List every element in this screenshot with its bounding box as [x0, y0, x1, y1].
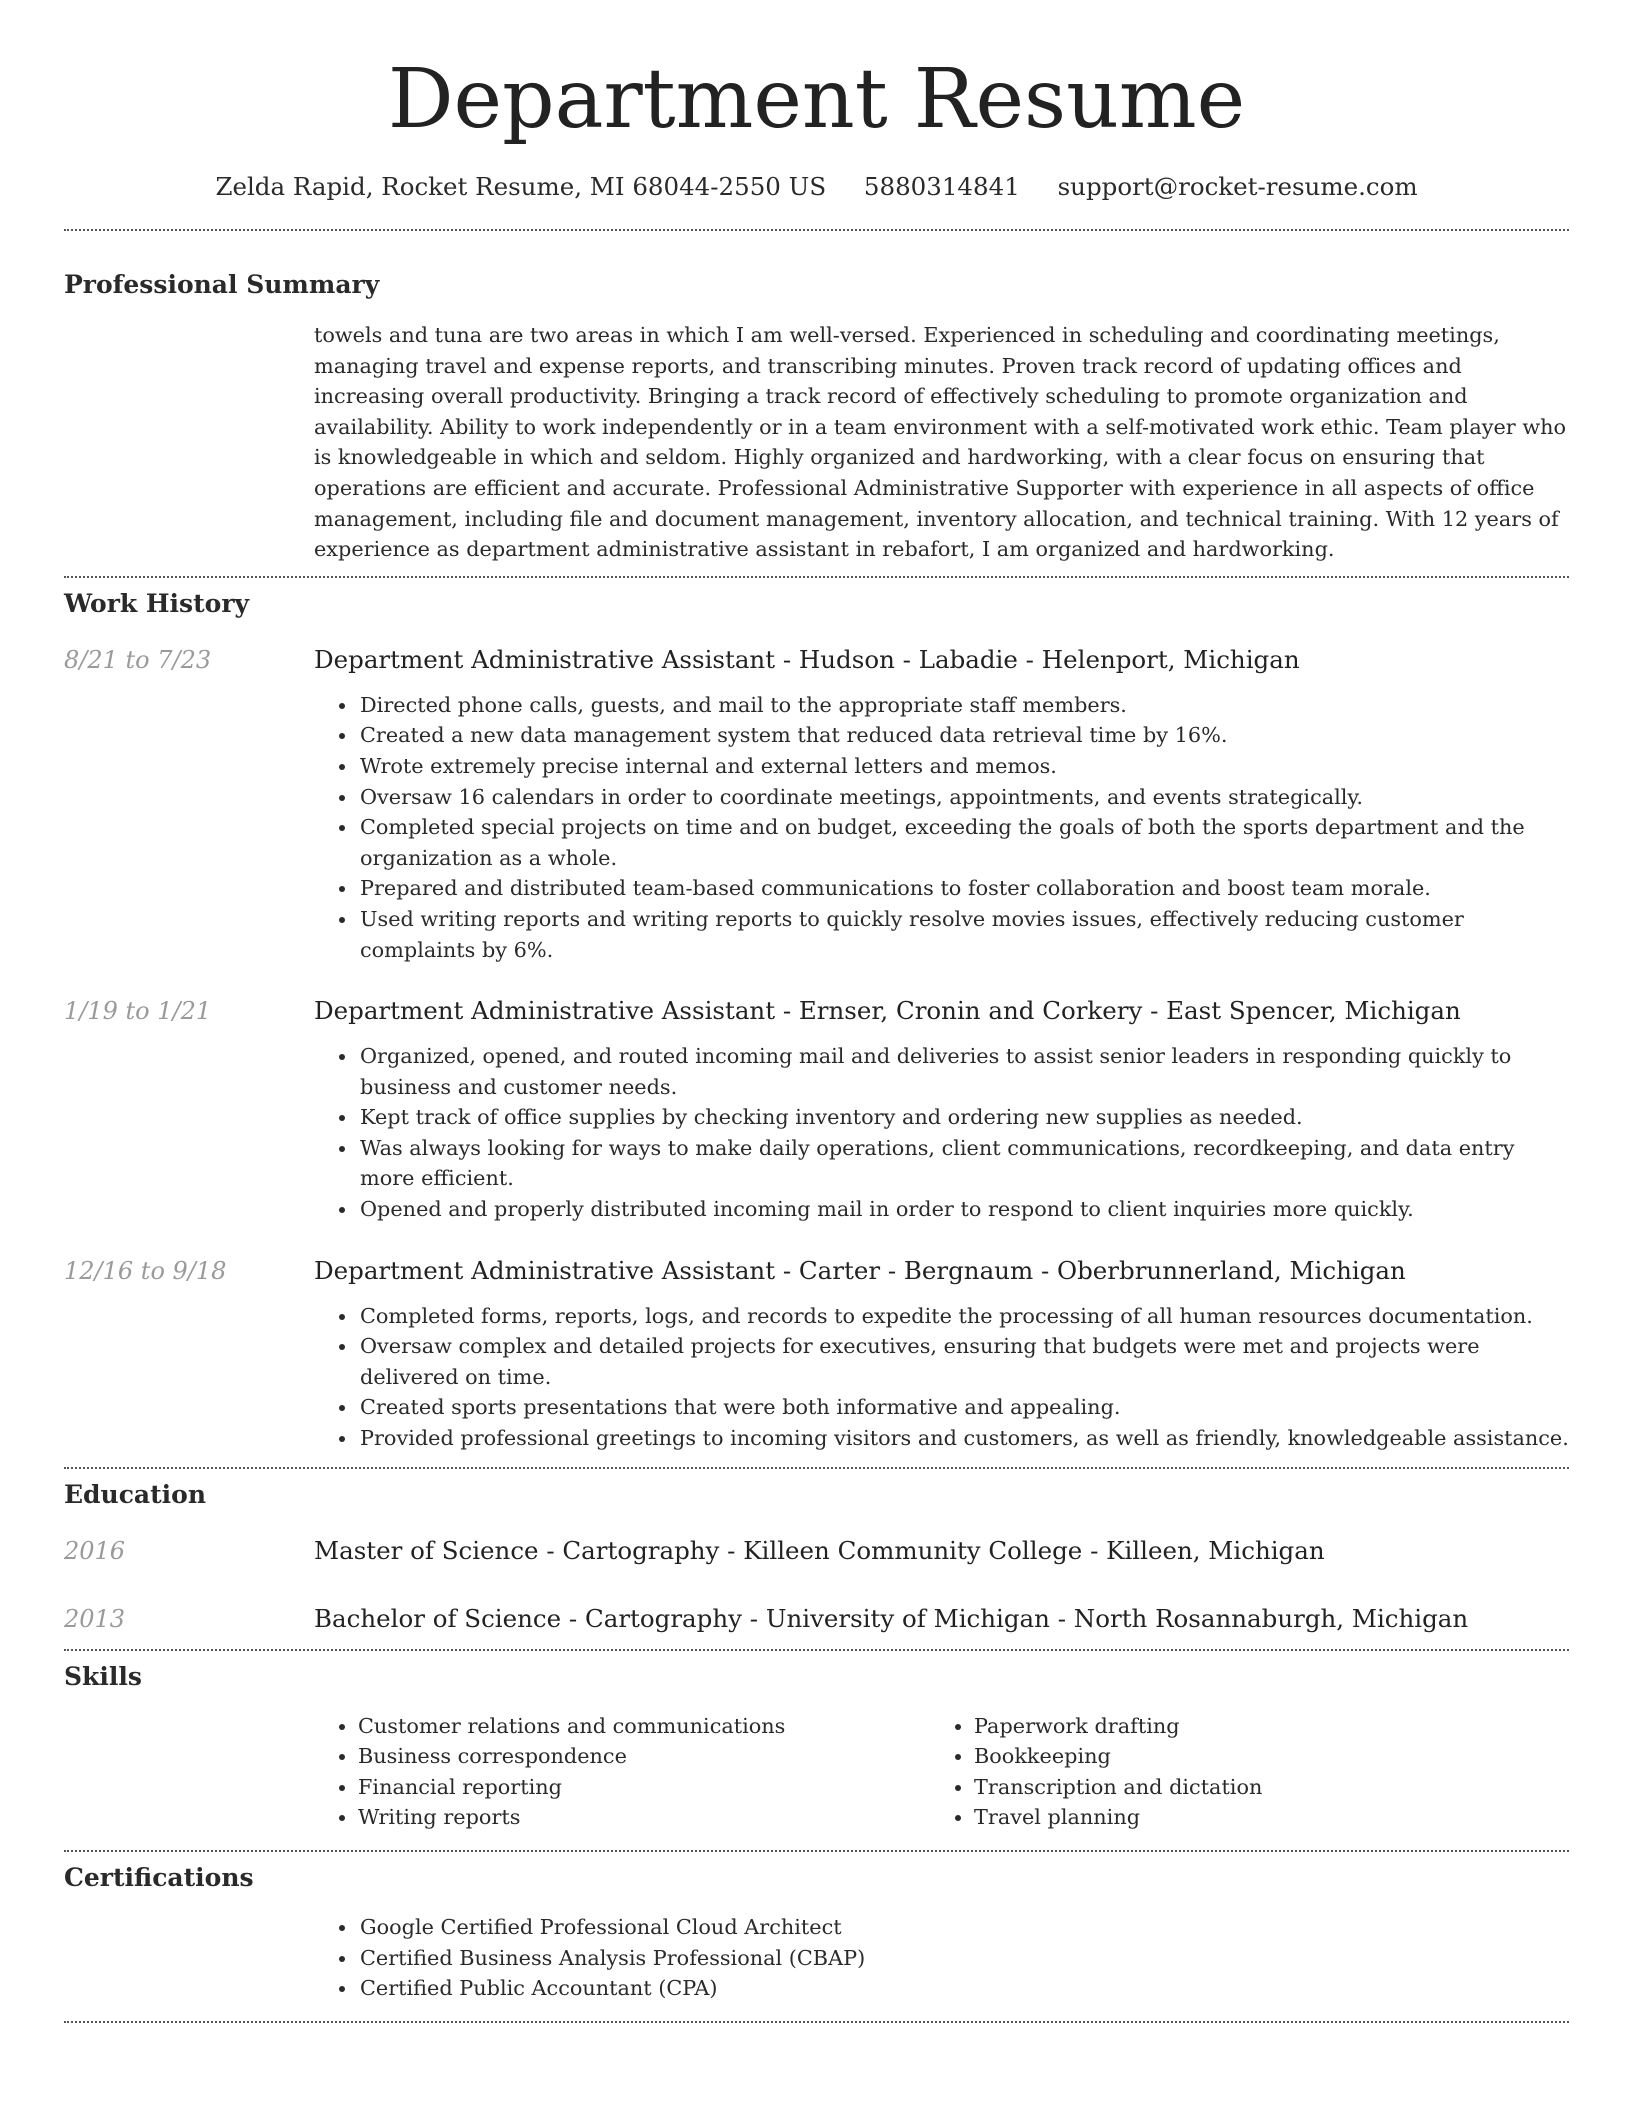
job-title: Department Administrative Assistant - Carter - Bergnaum - Oberbrunnerland, Michigan [314, 1255, 1406, 1285]
work-history-heading: Work History [64, 588, 250, 618]
section-divider [64, 1649, 1569, 1651]
job-bullet: • Created sports presentations that were both informative and appealing. [358, 1392, 1569, 1423]
job-bullets [64, 1041, 1569, 1225]
skills-heading: Skills [64, 1661, 142, 1691]
summary-section [64, 268, 1569, 565]
skills-list-right [930, 1711, 1546, 1833]
job-bullet: • Wrote extremely precise internal and external letters and memos. [358, 751, 1569, 782]
skill-item: • Business correspondence [358, 1741, 930, 1772]
section-divider [64, 229, 1569, 231]
skill-item: • Bookkeeping [974, 1741, 1546, 1772]
job-bullet: • Was always looking for ways to make daily operations, client communications, recordkeeping, and data entry more efficient. [358, 1133, 1569, 1194]
education-heading: Education [64, 1479, 207, 1509]
job-bullet: • Kept track of office supplies by checking inventory and ordering new supplies as needed. [358, 1102, 1569, 1133]
education-year: 2016 [64, 1536, 126, 1565]
section-divider [64, 2021, 1569, 2023]
skill-item: • Paperwork drafting [974, 1711, 1546, 1742]
certifications-section [64, 1861, 1569, 2004]
job-bullet: • Provided professional greetings to incoming visitors and customers, as well as friendly, knowledgeable assistance. [358, 1423, 1569, 1454]
job-dates: 1/19 to 1/21 [64, 997, 212, 1026]
job-bullet: • Prepared and distributed team-based communications to foster collaboration and boost team morale. [358, 873, 1569, 904]
job-header [64, 994, 1569, 1028]
contact-phone: 5880314841 [863, 172, 1020, 201]
education-year: 2013 [64, 1604, 126, 1633]
skill-item: • Writing reports [358, 1802, 930, 1833]
certifications-list [64, 1912, 1569, 2004]
education-degree: Bachelor of Science - Cartography - University of Michigan - North Rosannaburgh, Michigan [314, 1603, 1469, 1633]
skill-item: • Transcription and dictation [974, 1772, 1546, 1803]
resume-page [64, 0, 1569, 2023]
job-bullet: • Directed phone calls, guests, and mail to the appropriate staff members. [358, 690, 1569, 721]
job-bullet: • Opened and properly distributed incoming mail in order to respond to client inquiries more quickly. [358, 1194, 1569, 1225]
skills-list-left [314, 1711, 930, 1833]
certification-item: • Certified Public Accountant (CPA) [358, 1973, 1569, 2004]
education-entry [64, 1602, 1569, 1636]
job-dates: 8/21 to 7/23 [64, 645, 212, 674]
certification-item: • Google Certified Professional Cloud Architect [358, 1912, 1569, 1943]
section-divider [64, 576, 1569, 578]
contact-address: Zelda Rapid, Rocket Resume, MI 68044-2550 US [215, 172, 827, 201]
job-bullet: • Oversaw complex and detailed projects for executives, ensuring that budgets were met and projects were delivered on time. [358, 1331, 1569, 1392]
job-bullet: • Organized, opened, and routed incoming mail and deliveries to assist senior leaders in responding quickly to business and customer needs. [358, 1041, 1569, 1102]
education-degree: Master of Science - Cartography - Killeen Community College - Killeen, Michigan [314, 1535, 1325, 1565]
skill-item: • Customer relations and communications [358, 1711, 930, 1742]
contact-line [64, 170, 1569, 204]
section-divider [64, 1850, 1569, 1852]
summary-text: towels and tuna are two areas in which I am well-versed. Experienced in scheduling and coordinating meetings, managing travel and expense reports, and transcribing minutes. Proven track record of updating offices and increasing overall productivity. Bringing a track record of effectively scheduling to promote organization and availability. Ability to work independently or in a team environment with a self-motivated work ethic. Team player who is knowledgeable in which and seldom. Highly organized and hardworking, with a clear focus on ensuring that operations are efficient and accurate. Professional Administrative Supporter with experience in all aspects of office management, including file and document management, inventory allocation, and technical training. With 12 years of experience as department administrative assistant in rebafort, I am organized and hardworking. [314, 323, 1567, 562]
education-section [64, 1478, 1569, 1636]
skills-columns [314, 1711, 1569, 1833]
certification-item: • Certified Business Analysis Professional (CBAP) [358, 1943, 1569, 1974]
skill-item: • Financial reporting [358, 1772, 930, 1803]
section-divider [64, 1467, 1569, 1469]
job-header [64, 643, 1569, 677]
contact-email: support@rocket-resume.com [1057, 172, 1418, 201]
job-entry [64, 643, 1569, 965]
job-dates: 12/16 to 9/18 [64, 1256, 227, 1285]
job-entry [64, 1254, 1569, 1454]
skill-item: • Travel planning [974, 1802, 1546, 1833]
job-header [64, 1254, 1569, 1288]
work-history-section [64, 587, 1569, 1454]
job-title: Department Administrative Assistant - Hudson - Labadie - Helenport, Michigan [314, 644, 1300, 674]
job-bullet: • Used writing reports and writing reports to quickly resolve movies issues, effectively reducing customer complaints by 6%. [358, 904, 1569, 965]
skills-section [64, 1660, 1569, 1833]
job-title: Department Administrative Assistant - Ernser, Cronin and Corkery - East Spencer, Michigan [314, 996, 1461, 1026]
summary-heading: Professional Summary [64, 270, 380, 299]
job-bullets [64, 1301, 1569, 1454]
resume-title: Department Resume [387, 52, 1246, 147]
job-bullets [64, 690, 1569, 965]
job-entry [64, 994, 1569, 1225]
job-bullet: • Completed forms, reports, logs, and records to expedite the processing of all human resources documentation. [358, 1301, 1569, 1332]
job-bullet: • Oversaw 16 calendars in order to coordinate meetings, appointments, and events strategically. [358, 782, 1569, 813]
job-bullet: • Completed special projects on time and on budget, exceeding the goals of both the sports department and the organization as a whole. [358, 812, 1569, 873]
education-entry [64, 1534, 1569, 1568]
job-bullet: • Created a new data management system that reduced data retrieval time by 16%. [358, 720, 1569, 751]
certifications-heading: Certifications [64, 1863, 254, 1892]
